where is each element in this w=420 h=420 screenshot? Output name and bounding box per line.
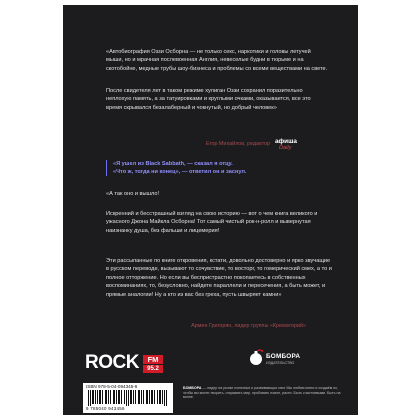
afisha-daily-logo	[275, 138, 301, 152]
review-quote-second-paragraph: После свидетеля лет в таком режиме хулиган Оззи сохранил поразительно неплохую память, а за татуировками и круглыми очками, оказывается, все это время скрывался безалаберный и чокнутый, но добрый человек»	[106, 88, 311, 111]
publisher-description	[183, 386, 343, 400]
highlight-quote-line-2: «Что ж, тогда ни конец», — ответил он и заснул.	[113, 169, 247, 176]
isbn-barcode	[83, 383, 173, 413]
bombora-logo-name: БОМБОРА	[266, 353, 301, 360]
review-paragraph-attribution: Армен Григорян, лидер группы «Крематорий»	[191, 323, 306, 329]
review-quote-first-paragraph: «Автобиография Оззи Осборна — не только секс, наркотики и головы летучей мыши, но и мрачная послевоенная Англия, невеселые будни в тюрьме и на скотобойне, медные трубы шоу-бизнеса и проблемы со всеми веществами на свете.	[106, 49, 328, 72]
bombora-publisher-logo	[249, 347, 309, 377]
book-back-cover	[63, 5, 358, 415]
publisher-description-name: БОМБОРА	[183, 386, 202, 390]
publisher-description-text: — лидер на рынке полезных и развивающих книг. Мы любим книги и создаём их, чтобы вы могли творить, открывать мир, пробовать новое, расти. Быть счастливыми. Быть на волне.	[183, 386, 341, 400]
review-paragraph-revelations: Эти рассыпанные по книге откровения, кстати, довольно достоверно и ярко звучащие в русском переводе, вызывают то сочувствие, то восторг, то гомерический смех, а то и полное отторжение. Но если вы беспристрастно покопаетесь в собственных воспоминаниях, то, безусловно, найдете параллели и пересечения, а быть может, и прямые аналогии! Ну а кто из вас без греха, пусть швыряет камни»	[106, 258, 332, 298]
isbn-number: ISBN 978-5-04-094345-6	[86, 384, 138, 389]
rock-fm-logo-rock: ROCK	[85, 352, 139, 373]
bombora-bomb-icon	[249, 349, 264, 366]
highlight-quote-block	[106, 160, 335, 176]
review-paragraph-sincere: Искренний и бесстрашный взгляд на свою историю — вот о чем книга великого и ужасного Джона Майкла Осборна! Тот самый чистый рок-н-ролл и вывернутая наизнанку душа, без фальши и лицемерия!	[106, 211, 318, 234]
bombora-logo-subtitle: ИЗДАТЕЛЬСТВО	[266, 361, 295, 365]
barcode-bars	[88, 390, 168, 406]
rock-fm-logo	[85, 352, 165, 378]
daily-logo-word: Daily	[279, 145, 292, 151]
highlight-quote-line-1: «Я ушел из Black Sabbath, — сказал я отцу.	[113, 161, 233, 167]
review-quote-attribution: Егор Михайлов, редактор	[206, 141, 270, 147]
barcode-digits: 9 785040 943456	[86, 406, 125, 411]
reply-line: «А так оно и вышло!	[106, 191, 160, 197]
afisha-logo-word: афиша	[275, 138, 297, 145]
rock-fm-logo-frequency: 95.2	[143, 365, 163, 373]
rock-fm-logo-fm: FM	[143, 355, 163, 364]
